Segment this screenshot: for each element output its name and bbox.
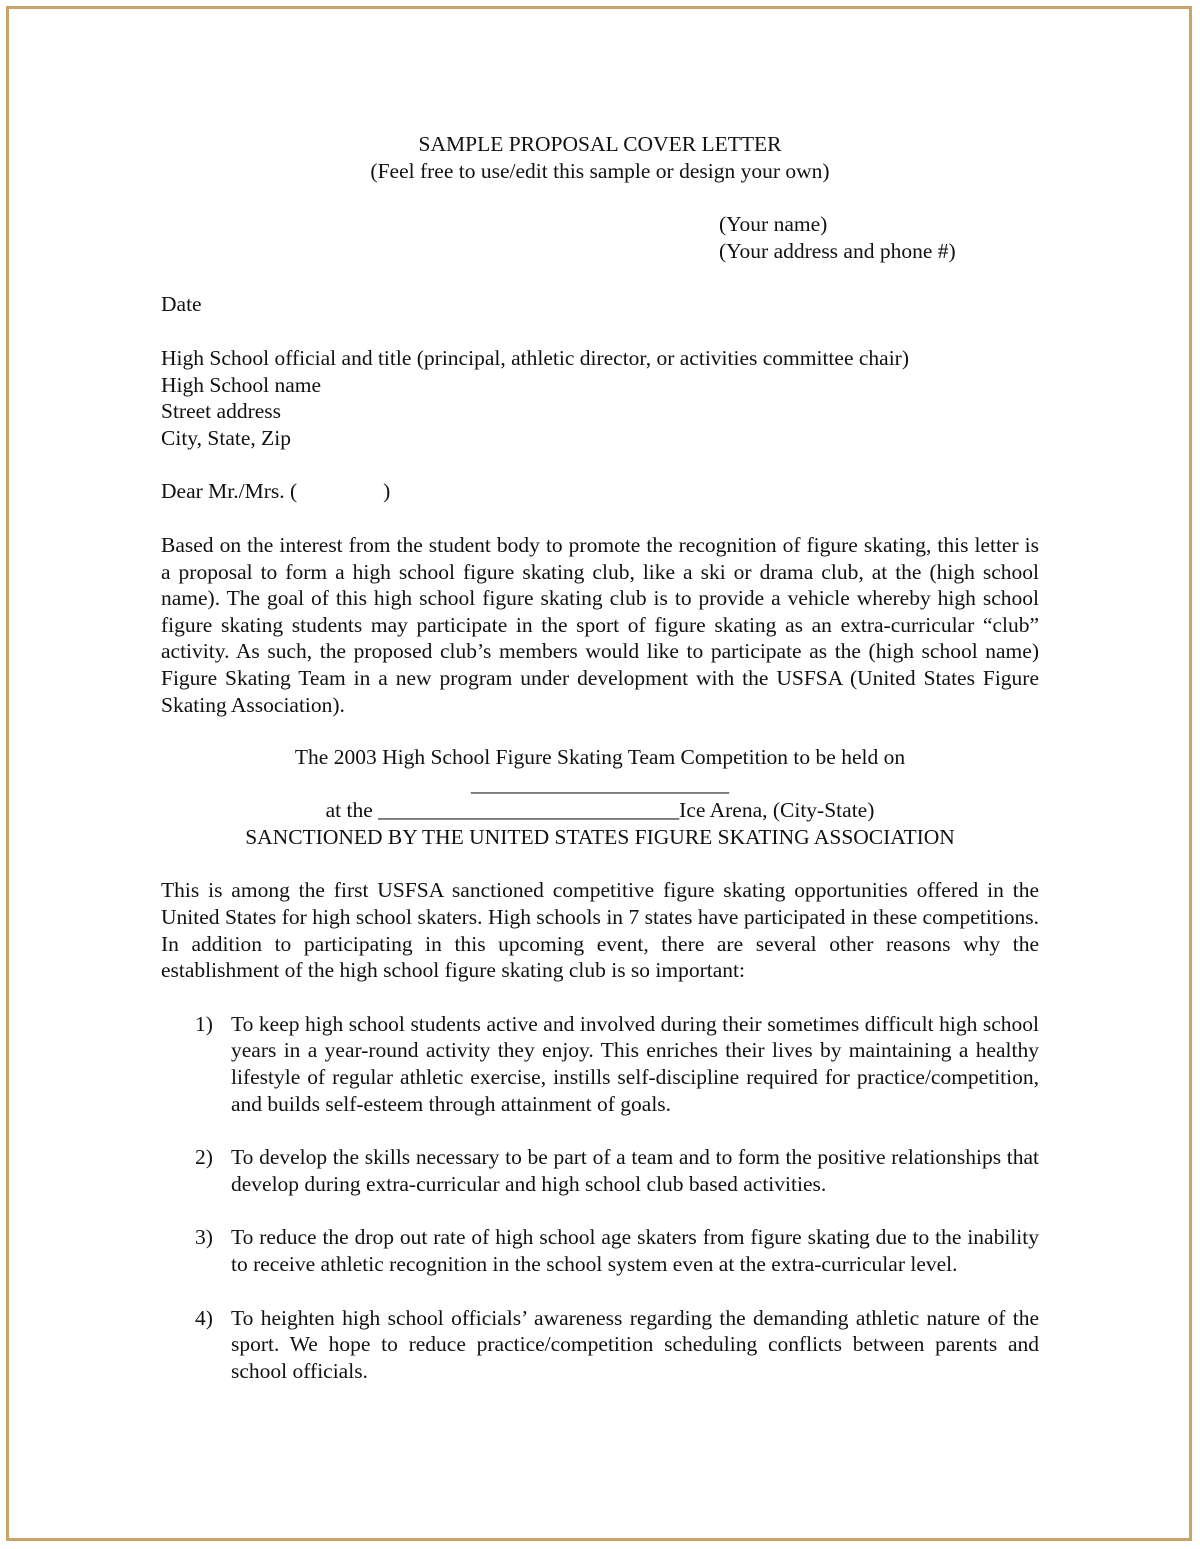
list-item [161,1305,1039,1385]
event-block [161,744,1039,850]
list-item-number: 3) [195,1225,213,1250]
list-item [161,1224,1039,1277]
letter-title: SAMPLE PROPOSAL COVER LETTER [418,132,782,156]
list-item-number: 4) [195,1305,213,1330]
list-item-text: To develop the skills necessary to be part of a team and to form the positive relationships that develop during extra-curricular and high school club based activities. [231,1145,1039,1196]
sender-block [719,211,1039,264]
event-sanction: SANCTIONED BY THE UNITED STATES FIGURE SKATING ASSOCIATION [245,824,955,849]
list-item [161,1011,1039,1117]
event-date-blank: ________________________ [471,771,729,796]
recipient-block [161,345,1039,451]
recipient-official: High School official and title (principal, athletic director, or activities committee chair) [161,345,909,370]
event-heading: The 2003 High School Figure Skating Team Competition to be held on [294,745,906,770]
recipient-street: Street address [161,399,282,424]
list-item-number: 1) [195,1011,213,1036]
letter-page [161,131,1039,1411]
recipient-city: City, State, Zip [161,425,291,450]
recipient-school: High School name [161,372,322,397]
intro-paragraph: Based on the interest from the student body to promote the recognition of figure skating, this letter is a proposal to form a high school figure skating club, like a ski or drama club, at the (high school name). The goal of this high school figure skating club is to provide a vehicle whereby high school figure skating students may participate in the sport of figure skating as an extra-curricular “club” activity. As such, the proposed club’s members would like to participate as the (high school name) Figure Skating Team in a new program under development with the USFSA (United States Figure Skating Association). [161,532,1039,717]
list-item-text: To reduce the drop out rate of high school age skaters from figure skating due to the inability to receive athletic recognition in the school system even at the extra-curricular level. [231,1225,1039,1276]
reasons-intro-paragraph: This is among the first USFSA sanctioned competitive figure skating opportunities offered in the United States for high school skaters. High schools in 7 states have participated in these competitions. In addition to participating in this upcoming event, there are several other reasons why the establishment of the high school figure skating club is so important: [161,878,1039,983]
sender-name: (Your name) [719,212,828,237]
sender-address: (Your address and phone #) [719,238,956,263]
list-item [161,1144,1039,1197]
letter-subtitle: (Feel free to use/edit this sample or design your own) [370,158,830,183]
salutation: Dear Mr./Mrs. ( ) [161,479,391,504]
list-item-text: To heighten high school officials’ awareness regarding the demanding athletic nature of the sport. We hope to reduce practice/competition scheduling conflicts between parents and school officials. [231,1305,1039,1383]
letter-header [161,131,1039,184]
event-location: at the ____________________________Ice Arena, (City-State) [325,798,875,823]
date-line: Date [161,292,202,317]
list-item-number: 2) [195,1145,213,1170]
list-item-text: To keep high school students active and involved during their sometimes difficult high school years in a year-round activity they enjoy. This enriches their lives by maintaining a healthy lifestyle of regular athletic exercise, instills self-discipline required for practice/competition, and builds self-esteem through attainment of goals. [231,1011,1039,1116]
reasons-list [161,1011,1039,1385]
